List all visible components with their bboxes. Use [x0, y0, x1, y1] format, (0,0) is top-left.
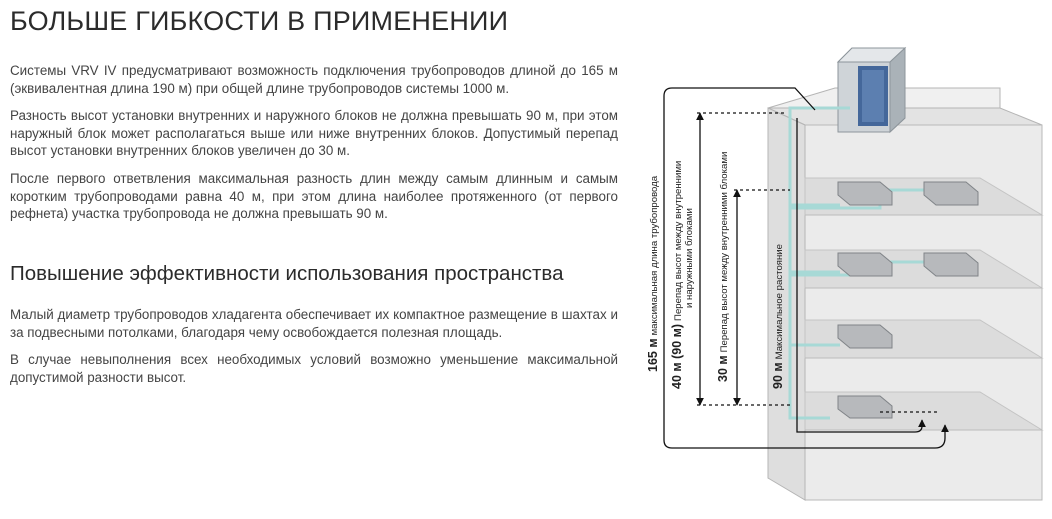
label-90m: 90 мМаксимальное растояние — [771, 244, 785, 389]
paragraph-pipe-length: Системы VRV IV предусматривают возможность подключения трубопроводов длиной до 165 м (эквивалентная длина 190 м) при общей длине трубопроводов системы 1000 м. — [10, 63, 618, 96]
label-165m: 165 ммаксимальная длина трубопровода — [646, 175, 660, 372]
label-30m: 30 мПерепад высот между внутренними блоками — [716, 151, 730, 382]
paragraph-height-difference: Разность высот установки внутренних и наружного блоков не должна превышать 90 м, при этом наружный блок может располагаться выше или ниже внутренних блоков. Допустимый перепад высот установки внутренних блоков увеличен до 30 м. — [10, 108, 618, 159]
building — [768, 88, 1042, 500]
paragraph-small-diameter: Малый диаметр трубопроводов хладагента обеспечивает их компактное размещение в шахтах и за подвесными потолками, благодаря чему освобождается полезная площадь. — [10, 307, 618, 340]
paragraph-reduction-note: В случае невыполнения всех необходимых условий возможно уменьшение максимальной допустимой разности высот. — [10, 352, 618, 385]
paragraph-branch-length: После первого ответвления максимальная разность длин между самым длинным и самым коротким трубопроводами равна 40 м, при этом длина наиболее протяженного (от первого рефнета) участка трубопровода не должна превышать 90 м. — [10, 171, 618, 222]
section-subtitle: Повышение эффективности использования пространства — [10, 262, 564, 285]
label-40m-line2: и наружными блоками — [684, 208, 695, 308]
vrv-building-diagram — [630, 35, 1052, 519]
outdoor-unit — [838, 48, 905, 132]
label-40m: 40 м (90 м)Перепад высот между внутренними — [670, 160, 684, 389]
page-title: БОЛЬШЕ ГИБКОСТИ В ПРИМЕНЕНИИ — [10, 6, 509, 36]
